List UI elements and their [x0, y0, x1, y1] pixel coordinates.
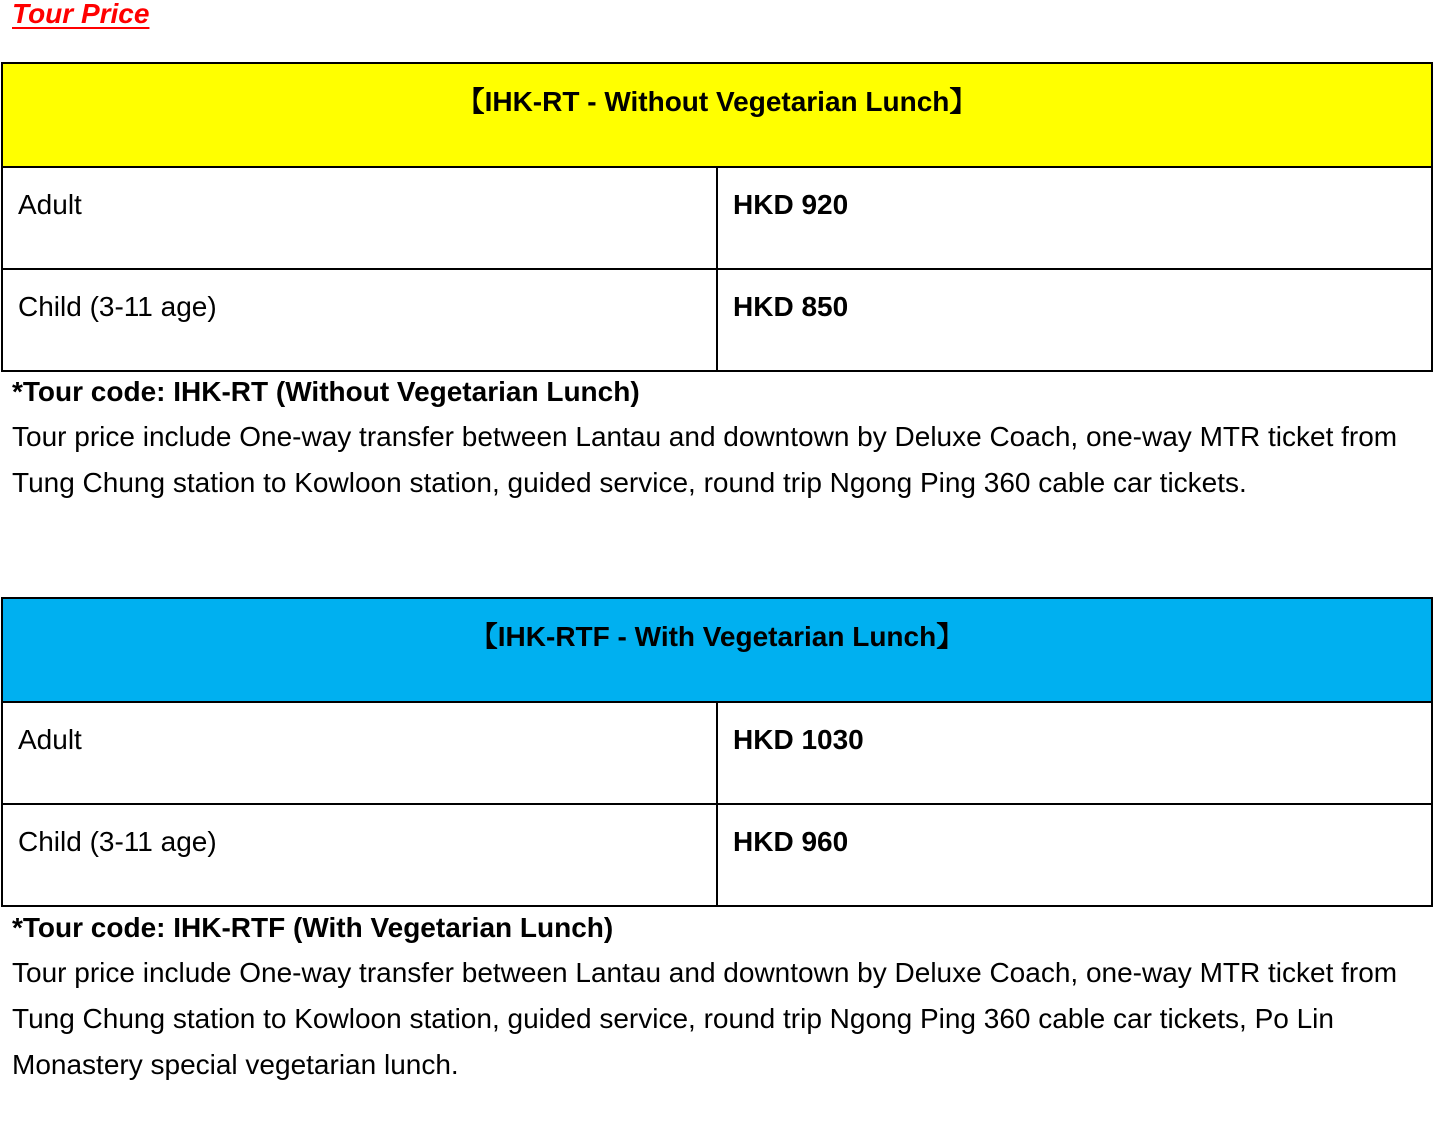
price-table-without-lunch	[1, 62, 1433, 372]
adult-price-cell	[717, 702, 1432, 804]
price-table-with-lunch	[1, 597, 1433, 907]
row-label: Adult	[18, 724, 82, 755]
tour-description: Tour price include One-way transfer between Lantau and downtown by Deluxe Coach, one-way MTR ticket from Tung Chung station to Kowloon station, guided service, round trip Ngong Ping 360 cable car tickets, Po Lin Monastery special vegetarian lunch.	[12, 957, 1398, 1080]
tour-note-with-lunch	[12, 906, 1422, 1088]
row-label: Child (3-11 age)	[18, 826, 217, 857]
child-label-cell	[2, 269, 717, 371]
tour-description: Tour price include One-way transfer between Lantau and downtown by Deluxe Coach, one-way MTR ticket from Tung Chung station to Kowloon station, guided service, round trip Ngong Ping 360 cable car tickets.	[12, 421, 1398, 498]
row-label: Adult	[18, 189, 82, 220]
tour-code: *Tour code: IHK-RT (Without Vegetarian Lunch)	[12, 376, 640, 407]
table-row	[2, 167, 1432, 269]
table-header	[2, 598, 1432, 702]
tour-note-without-lunch	[12, 370, 1422, 506]
table-header-text: 【IHK-RTF - With Vegetarian Lunch】	[469, 621, 965, 652]
table-row	[2, 702, 1432, 804]
row-price: HKD 850	[733, 291, 849, 322]
table-header-row	[2, 63, 1432, 167]
adult-label-cell	[2, 702, 717, 804]
table-row	[2, 269, 1432, 371]
row-price: HKD 920	[733, 189, 849, 220]
tour-code: *Tour code: IHK-RTF (With Vegetarian Lunch)	[12, 912, 614, 943]
row-label: Child (3-11 age)	[18, 291, 217, 322]
child-label-cell	[2, 804, 717, 906]
page-title: Tour Price	[12, 0, 150, 29]
adult-price-cell	[717, 167, 1432, 269]
table-header	[2, 63, 1432, 167]
child-price-cell	[717, 269, 1432, 371]
table-row	[2, 804, 1432, 906]
table-header-row	[2, 598, 1432, 702]
row-price: HKD 1030	[733, 724, 864, 755]
adult-label-cell	[2, 167, 717, 269]
row-price: HKD 960	[733, 826, 849, 857]
table-header-text: 【IHK-RT - Without Vegetarian Lunch】	[456, 86, 978, 117]
child-price-cell	[717, 804, 1432, 906]
